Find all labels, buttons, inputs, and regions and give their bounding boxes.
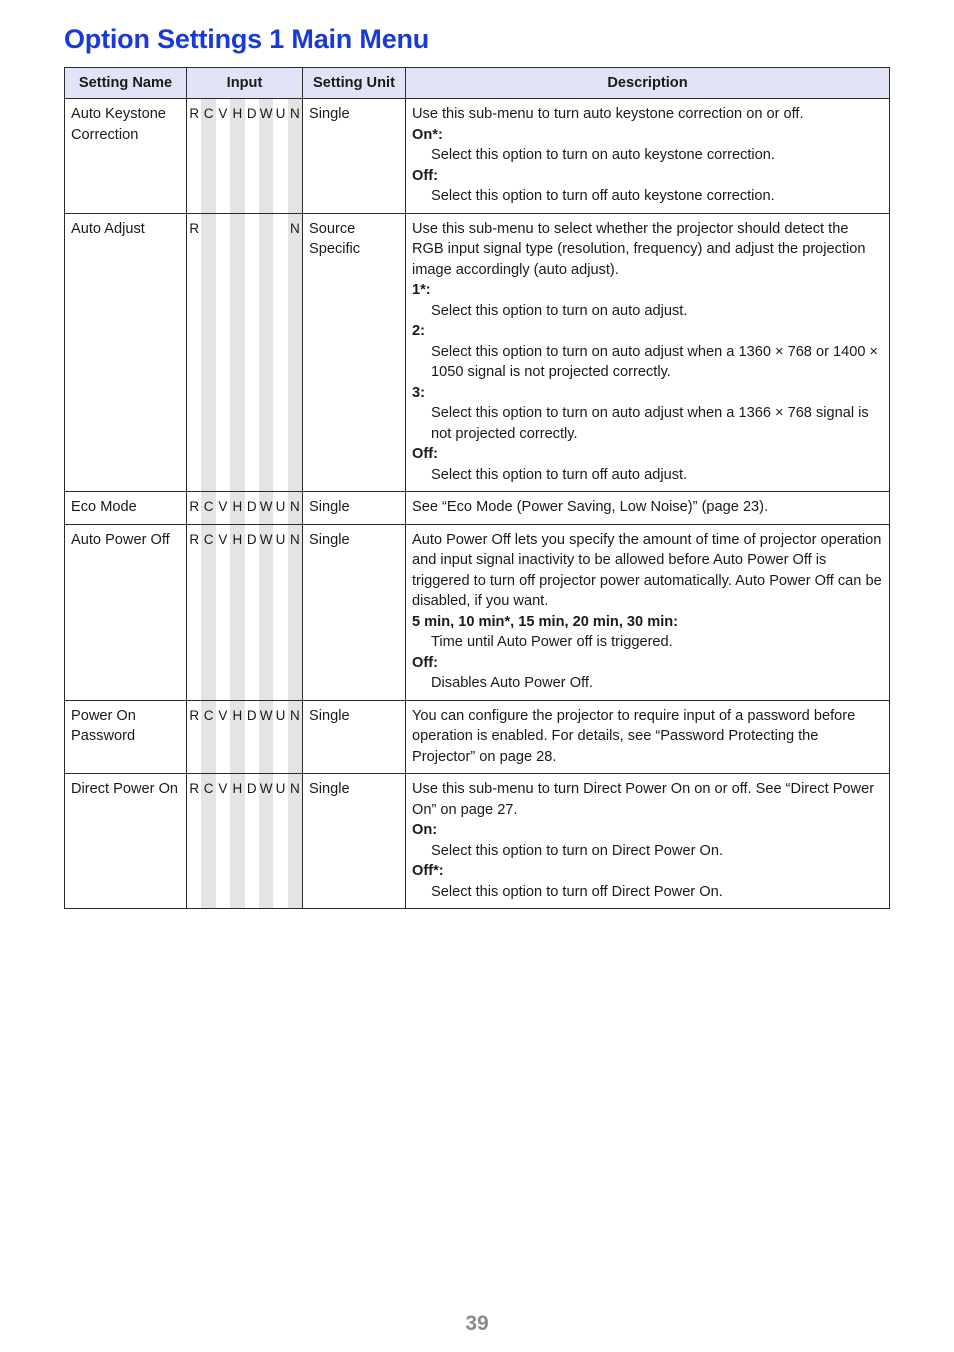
table-row bbox=[65, 99, 890, 214]
option-text: Select this option to turn off auto keystone correction. bbox=[431, 188, 775, 204]
input-cell bbox=[187, 700, 303, 774]
table-row bbox=[65, 492, 890, 525]
input-source-0: R bbox=[189, 707, 200, 723]
option-label: Off: bbox=[412, 446, 438, 462]
input-source-1 bbox=[201, 214, 215, 492]
input-source-2 bbox=[216, 214, 230, 492]
setting-name: Auto Keystone Correction bbox=[65, 99, 187, 214]
header-setting-name: Setting Name bbox=[65, 68, 187, 99]
input-source-2: V bbox=[218, 531, 228, 547]
table-row bbox=[65, 700, 890, 774]
input-source-0: R bbox=[189, 531, 200, 547]
input-source-5: W bbox=[259, 99, 273, 213]
input-source-1: C bbox=[201, 99, 215, 213]
input-source-7: N bbox=[288, 774, 302, 908]
input-cell bbox=[187, 774, 303, 909]
setting-name: Auto Power Off bbox=[65, 524, 187, 700]
description bbox=[406, 700, 890, 774]
page-title: Option Settings 1 Main Menu bbox=[64, 24, 430, 54]
input-cell bbox=[187, 213, 303, 492]
header-setting-unit: Setting Unit bbox=[303, 68, 406, 99]
input-source-7: N bbox=[288, 214, 302, 492]
description bbox=[406, 213, 890, 492]
input-source-6: U bbox=[275, 499, 286, 514]
description-intro: Use this sub-menu to turn Direct Power On on or off. See “Direct Power On” on page 27. bbox=[412, 781, 875, 818]
input-source-5: W bbox=[259, 701, 273, 774]
description bbox=[406, 99, 890, 214]
input-source-1: C bbox=[201, 701, 215, 774]
setting-unit: Single bbox=[303, 524, 406, 700]
option-label: 3: bbox=[412, 384, 425, 401]
input-source-4: D bbox=[246, 531, 257, 547]
input-source-7: N bbox=[288, 701, 302, 774]
header-description: Description bbox=[406, 68, 890, 99]
input-source-7: N bbox=[288, 99, 302, 213]
description bbox=[406, 774, 890, 909]
input-cell bbox=[187, 524, 303, 700]
setting-unit: Single bbox=[303, 99, 406, 214]
input-source-7: N bbox=[288, 525, 302, 700]
input-source-0: R bbox=[189, 220, 200, 236]
setting-unit: Single bbox=[303, 774, 406, 909]
input-source-5 bbox=[259, 214, 273, 492]
option-text: Select this option to turn on auto adjust when a 1366 × 768 signal is not projected correctly. bbox=[431, 405, 869, 442]
table-row bbox=[65, 213, 890, 492]
input-source-4: D bbox=[246, 781, 257, 796]
option-label: Off: bbox=[412, 654, 438, 671]
description-intro: See “Eco Mode (Power Saving, Low Noise)” (page 23). bbox=[412, 499, 769, 515]
option-text: Time until Auto Power off is triggered. bbox=[431, 634, 673, 650]
setting-unit: Source Specific bbox=[303, 213, 406, 492]
option-label: On: bbox=[412, 822, 438, 838]
input-source-3: H bbox=[230, 525, 244, 700]
input-source-6 bbox=[273, 214, 287, 492]
input-source-0: R bbox=[189, 499, 200, 514]
description-intro: Use this sub-menu to select whether the projector should detect the RGB input signal type (resolution, frequency) and adjust the projection image accordingly (auto adjust). bbox=[412, 220, 866, 278]
input-source-0: R bbox=[189, 781, 200, 796]
description bbox=[406, 492, 890, 525]
input-source-2: V bbox=[218, 499, 228, 514]
settings-table bbox=[64, 67, 890, 909]
table-header-row bbox=[65, 68, 890, 99]
input-source-6: U bbox=[275, 707, 286, 723]
table-row bbox=[65, 774, 890, 909]
option-text: Select this option to turn off auto adjust. bbox=[431, 466, 688, 483]
description-intro: Auto Power Off lets you specify the amount of time of projector operation and input signal inactivity to be allowed before Auto Power Off is triggered to turn off projector power automatically. Auto Power Off can be disabled, if you want. bbox=[412, 531, 882, 609]
description-intro: You can configure the projector to require input of a password before operation is enabled. For details, see “Password Protecting the Projector” on page 28. bbox=[412, 707, 856, 765]
input-source-1: C bbox=[201, 774, 215, 908]
setting-unit: Single bbox=[303, 492, 406, 525]
setting-name: Power On Password bbox=[65, 700, 187, 774]
input-source-1: C bbox=[201, 525, 215, 700]
input-cell bbox=[187, 492, 303, 525]
input-source-0: R bbox=[189, 106, 200, 121]
description bbox=[406, 524, 890, 700]
description-intro: Use this sub-menu to turn auto keystone correction on or off. bbox=[412, 106, 804, 122]
option-text: Select this option to turn on auto adjust. bbox=[431, 302, 688, 319]
input-source-3 bbox=[230, 214, 244, 492]
input-source-6: U bbox=[275, 781, 286, 796]
input-source-3: H bbox=[230, 492, 244, 524]
input-source-3: H bbox=[230, 99, 244, 213]
setting-name: Direct Power On bbox=[65, 774, 187, 909]
input-source-4: D bbox=[246, 106, 257, 121]
input-source-3: H bbox=[230, 701, 244, 774]
input-source-2: V bbox=[218, 707, 228, 723]
input-source-5: W bbox=[259, 774, 273, 908]
input-source-4: D bbox=[246, 707, 257, 723]
option-text: Select this option to turn on Direct Power On. bbox=[431, 842, 724, 859]
input-source-1: C bbox=[201, 492, 215, 524]
setting-name: Auto Adjust bbox=[65, 213, 187, 492]
input-source-2: V bbox=[218, 781, 228, 796]
option-label: 5 min, 10 min*, 15 min, 20 min, 30 min: bbox=[412, 613, 679, 630]
option-text: Select this option to turn on auto keystone correction. bbox=[431, 147, 775, 163]
input-source-5: W bbox=[259, 492, 273, 524]
input-source-4 bbox=[245, 214, 259, 492]
option-label: 2: bbox=[412, 323, 425, 339]
option-label: Off*: bbox=[412, 863, 444, 879]
option-text: Select this option to turn off Direct Power On. bbox=[431, 883, 723, 900]
header-input: Input bbox=[187, 68, 303, 99]
input-source-3: H bbox=[230, 774, 244, 908]
input-source-4: D bbox=[246, 499, 257, 514]
setting-name: Eco Mode bbox=[65, 492, 187, 525]
option-label: 1*: bbox=[412, 282, 431, 298]
input-source-5: W bbox=[259, 525, 273, 700]
option-text: Select this option to turn on auto adjust when a 1360 × 768 or 1400 × 1050 signal is not projected correctly. bbox=[431, 343, 879, 380]
input-source-7: N bbox=[288, 492, 302, 524]
option-label: Off: bbox=[412, 167, 438, 184]
setting-unit: Single bbox=[303, 700, 406, 774]
option-label: On*: bbox=[412, 126, 443, 143]
input-source-6: U bbox=[275, 106, 286, 121]
input-cell bbox=[187, 99, 303, 214]
input-source-6: U bbox=[275, 531, 286, 547]
table-body bbox=[65, 99, 890, 909]
option-text: Disables Auto Power Off. bbox=[431, 675, 593, 691]
input-source-2: V bbox=[218, 106, 228, 121]
page-number: 39 bbox=[465, 1312, 489, 1335]
table-row bbox=[65, 524, 890, 700]
